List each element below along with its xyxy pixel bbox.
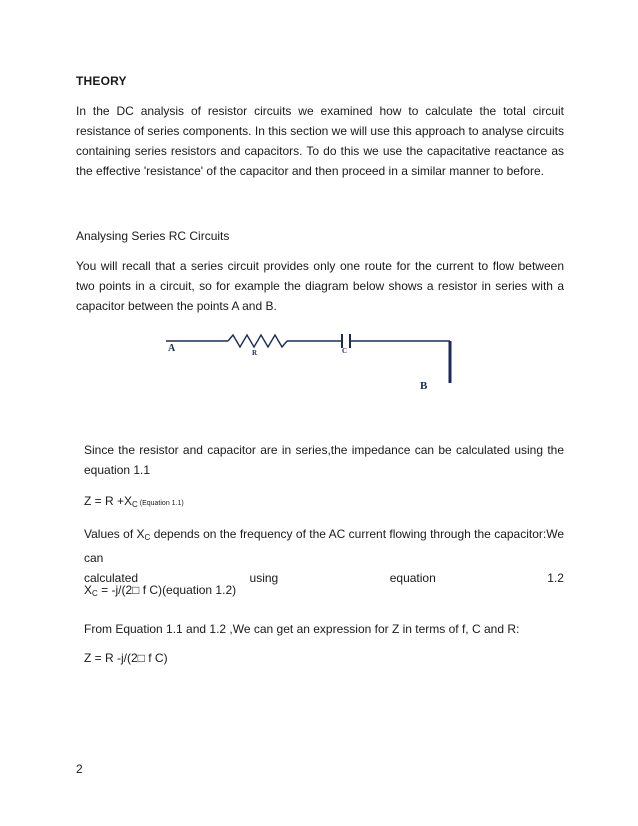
point-a-label: A	[168, 343, 176, 354]
reactance-line-1	[84, 524, 564, 568]
reactance-line-1-pre: Values of X	[84, 527, 145, 541]
section-title: THEORY	[76, 74, 127, 88]
subsection-title: Analysing Series RC Circuits	[76, 229, 230, 243]
rc-circuit-diagram	[166, 327, 466, 389]
reactance-word: using	[249, 571, 279, 585]
reactance-word: equation	[389, 571, 436, 585]
combine-paragraph: From Equation 1.1 and 1.2 ,We can get an expression for Z in terms of f, C and R:	[84, 622, 520, 636]
equation-1-2-body: = -j/(2□ f C)	[97, 583, 163, 597]
equation-1-1	[84, 494, 184, 509]
reactance-word: 1.2	[547, 571, 564, 585]
series-paragraph: You will recall that a series circuit provides only one route for the current to flow between two points in a circuit, so for example the diagram below shows a resistor in series with a capacitor between the points A and B.	[76, 259, 564, 313]
point-b-label: B	[420, 380, 428, 389]
equation-1-2	[84, 583, 236, 598]
equation-1-1-lhs: Z = R +X	[84, 494, 133, 508]
reactance-paragraph	[84, 524, 564, 588]
intro-paragraph: In the DC analysis of resistor circuits we examined how to calculate the total circuit resistance of series components. In this section we will use this approach to analyse circuits containing series resistors and capacitors. To do this we use the capacitative reactance as the effective 'resistance' of the capacitor and then proceed in a similar manner to before.	[76, 104, 564, 178]
resistor-label: R	[252, 349, 258, 357]
equation-1-1-subscript: C	[132, 500, 138, 509]
equation-z-combined: Z = R -j/(2□ f C)	[84, 651, 168, 665]
reactance-line-1-post: depends on the frequency of the AC current flowing through the capacitor:We can	[84, 527, 565, 565]
reactance-word: calculated	[84, 571, 139, 585]
equation-1-2-subscript: C	[92, 589, 98, 598]
resistor-symbol	[228, 335, 287, 347]
impedance-paragraph: Since the resistor and capacitor are in series,the impedance can be calculated using the equation 1.1	[84, 443, 564, 477]
capacitor-label: C	[342, 347, 348, 355]
equation-1-2-note: (equation 1.2)	[162, 583, 237, 597]
reactance-line-1-subscript: C	[144, 533, 151, 542]
equation-1-2-x: X	[84, 583, 93, 597]
page-number: 2	[76, 762, 83, 776]
equation-1-1-note: (Equation 1.1)	[137, 500, 184, 507]
